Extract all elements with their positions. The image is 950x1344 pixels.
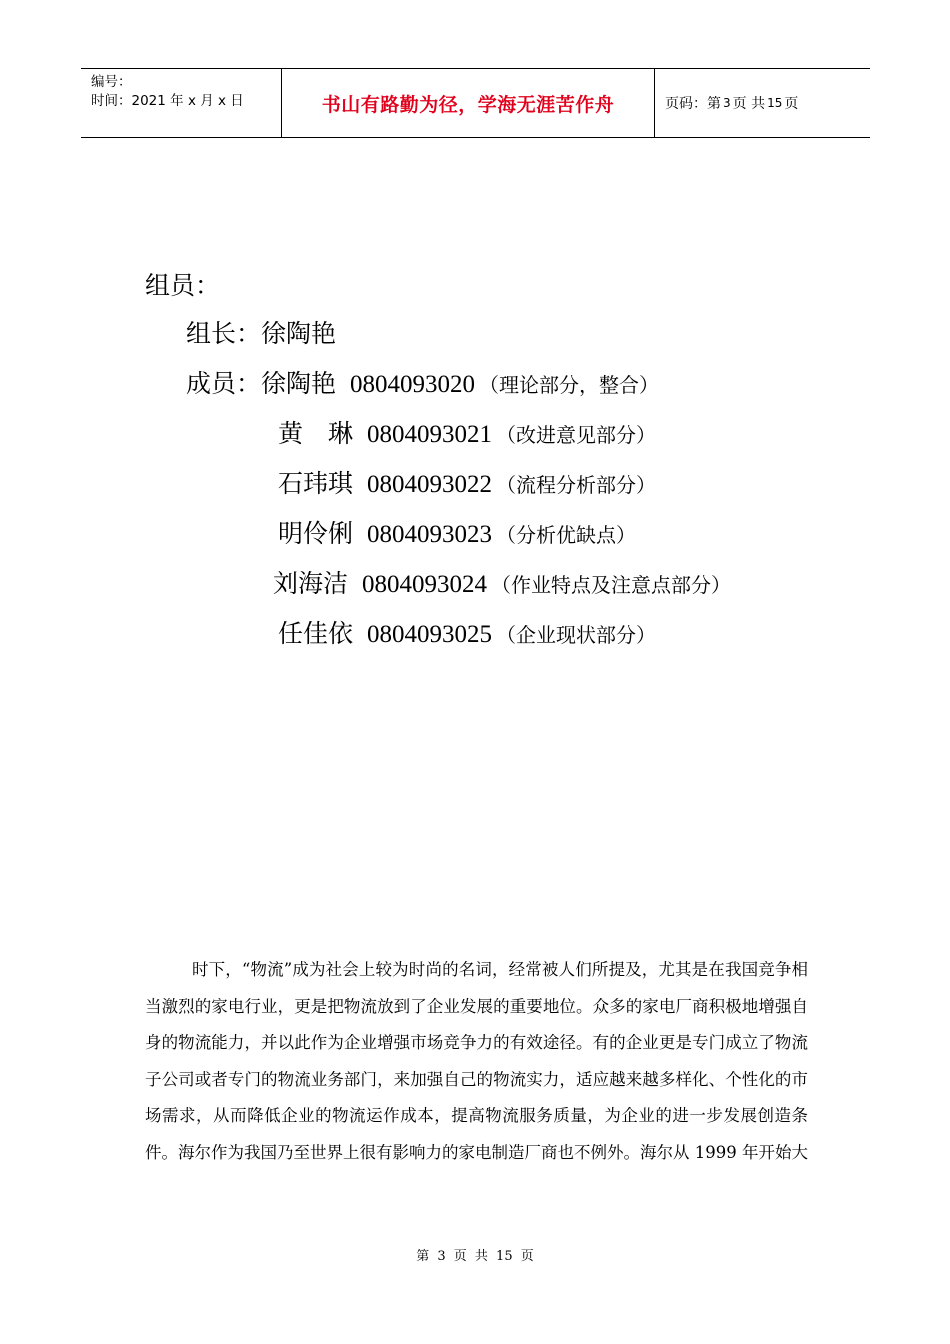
member-role: （企业现状部分） [496,623,657,647]
member-role: （分析优缺点） [496,523,637,547]
member-row [278,518,636,551]
member-row [278,618,656,651]
time-label: 时间：2021 年 x 月 x 日 [91,93,244,109]
page-total: 15 [767,96,783,110]
member-phone: 0804093025 [367,621,493,648]
member-phone: 0804093021 [367,421,493,448]
member-row [186,368,659,401]
member-name: 石玮琪 [278,469,354,498]
header-info-cell [81,69,282,137]
body-paragraph: 时下，“物流”成为社会上较为时尚的名词，经常被人们所提及，尤其是在我国竞争相当激烈的家电行业，更是把物流放到了企业发展的重要地位。众多的家电厂商积极地增强自身的物流能力，并以此作为企业增强市场竞争力的有效途径。有的企业更是专门成立了物流子公司或者专门的物流业务部门，来加强自己的物流实力，适应越来越多样化、个性化的市场需求，从而降低企业的物流运作成本，提高物流服务质量，为企业的进一步发展创造条件。海尔作为我国乃至世界上很有影响力的家电制造厂商也不例外。海尔从 1999 年开始大 [145,960,808,1162]
leader-line [186,318,336,350]
header-motto-cell [282,69,655,137]
member-name: 任佳依 [278,619,354,648]
page-suffix: 页 [784,96,799,112]
member-role: （作业特点及注意点部分） [491,573,732,597]
member-role: （理论部分，整合） [479,373,660,397]
member-phone: 0804093020 [350,371,476,398]
member-name: 徐陶艳 [261,369,337,398]
member-phone: 0804093022 [367,471,493,498]
leader-name: 徐陶艳 [261,319,337,348]
number-label: 编号： [91,74,132,90]
leader-label: 组长： [186,319,262,348]
members-heading: 组员： [145,271,221,300]
header-page-cell [655,69,870,137]
member-row [273,568,731,601]
page-footer: 第 3 页 共 15 页 [416,1249,534,1264]
member-name: 刘海洁 [273,569,349,598]
member-phone: 0804093024 [362,571,488,598]
member-name: 黄 琳 [278,419,354,448]
members-label: 成员： [186,369,262,398]
header-table [81,68,870,138]
member-phone: 0804093023 [367,521,493,548]
member-name: 明伶俐 [278,519,354,548]
motto-text: 书山有路勤为径，学海无涯苦作舟 [321,93,615,116]
member-role: （流程分析部分） [496,473,657,497]
member-role: （改进意见部分） [496,423,657,447]
page-current: 3 [723,96,731,110]
page-mid: 页 共 [732,96,766,112]
member-row [278,468,656,501]
page-prefix: 页码：第 [665,96,721,112]
member-row [278,418,656,451]
